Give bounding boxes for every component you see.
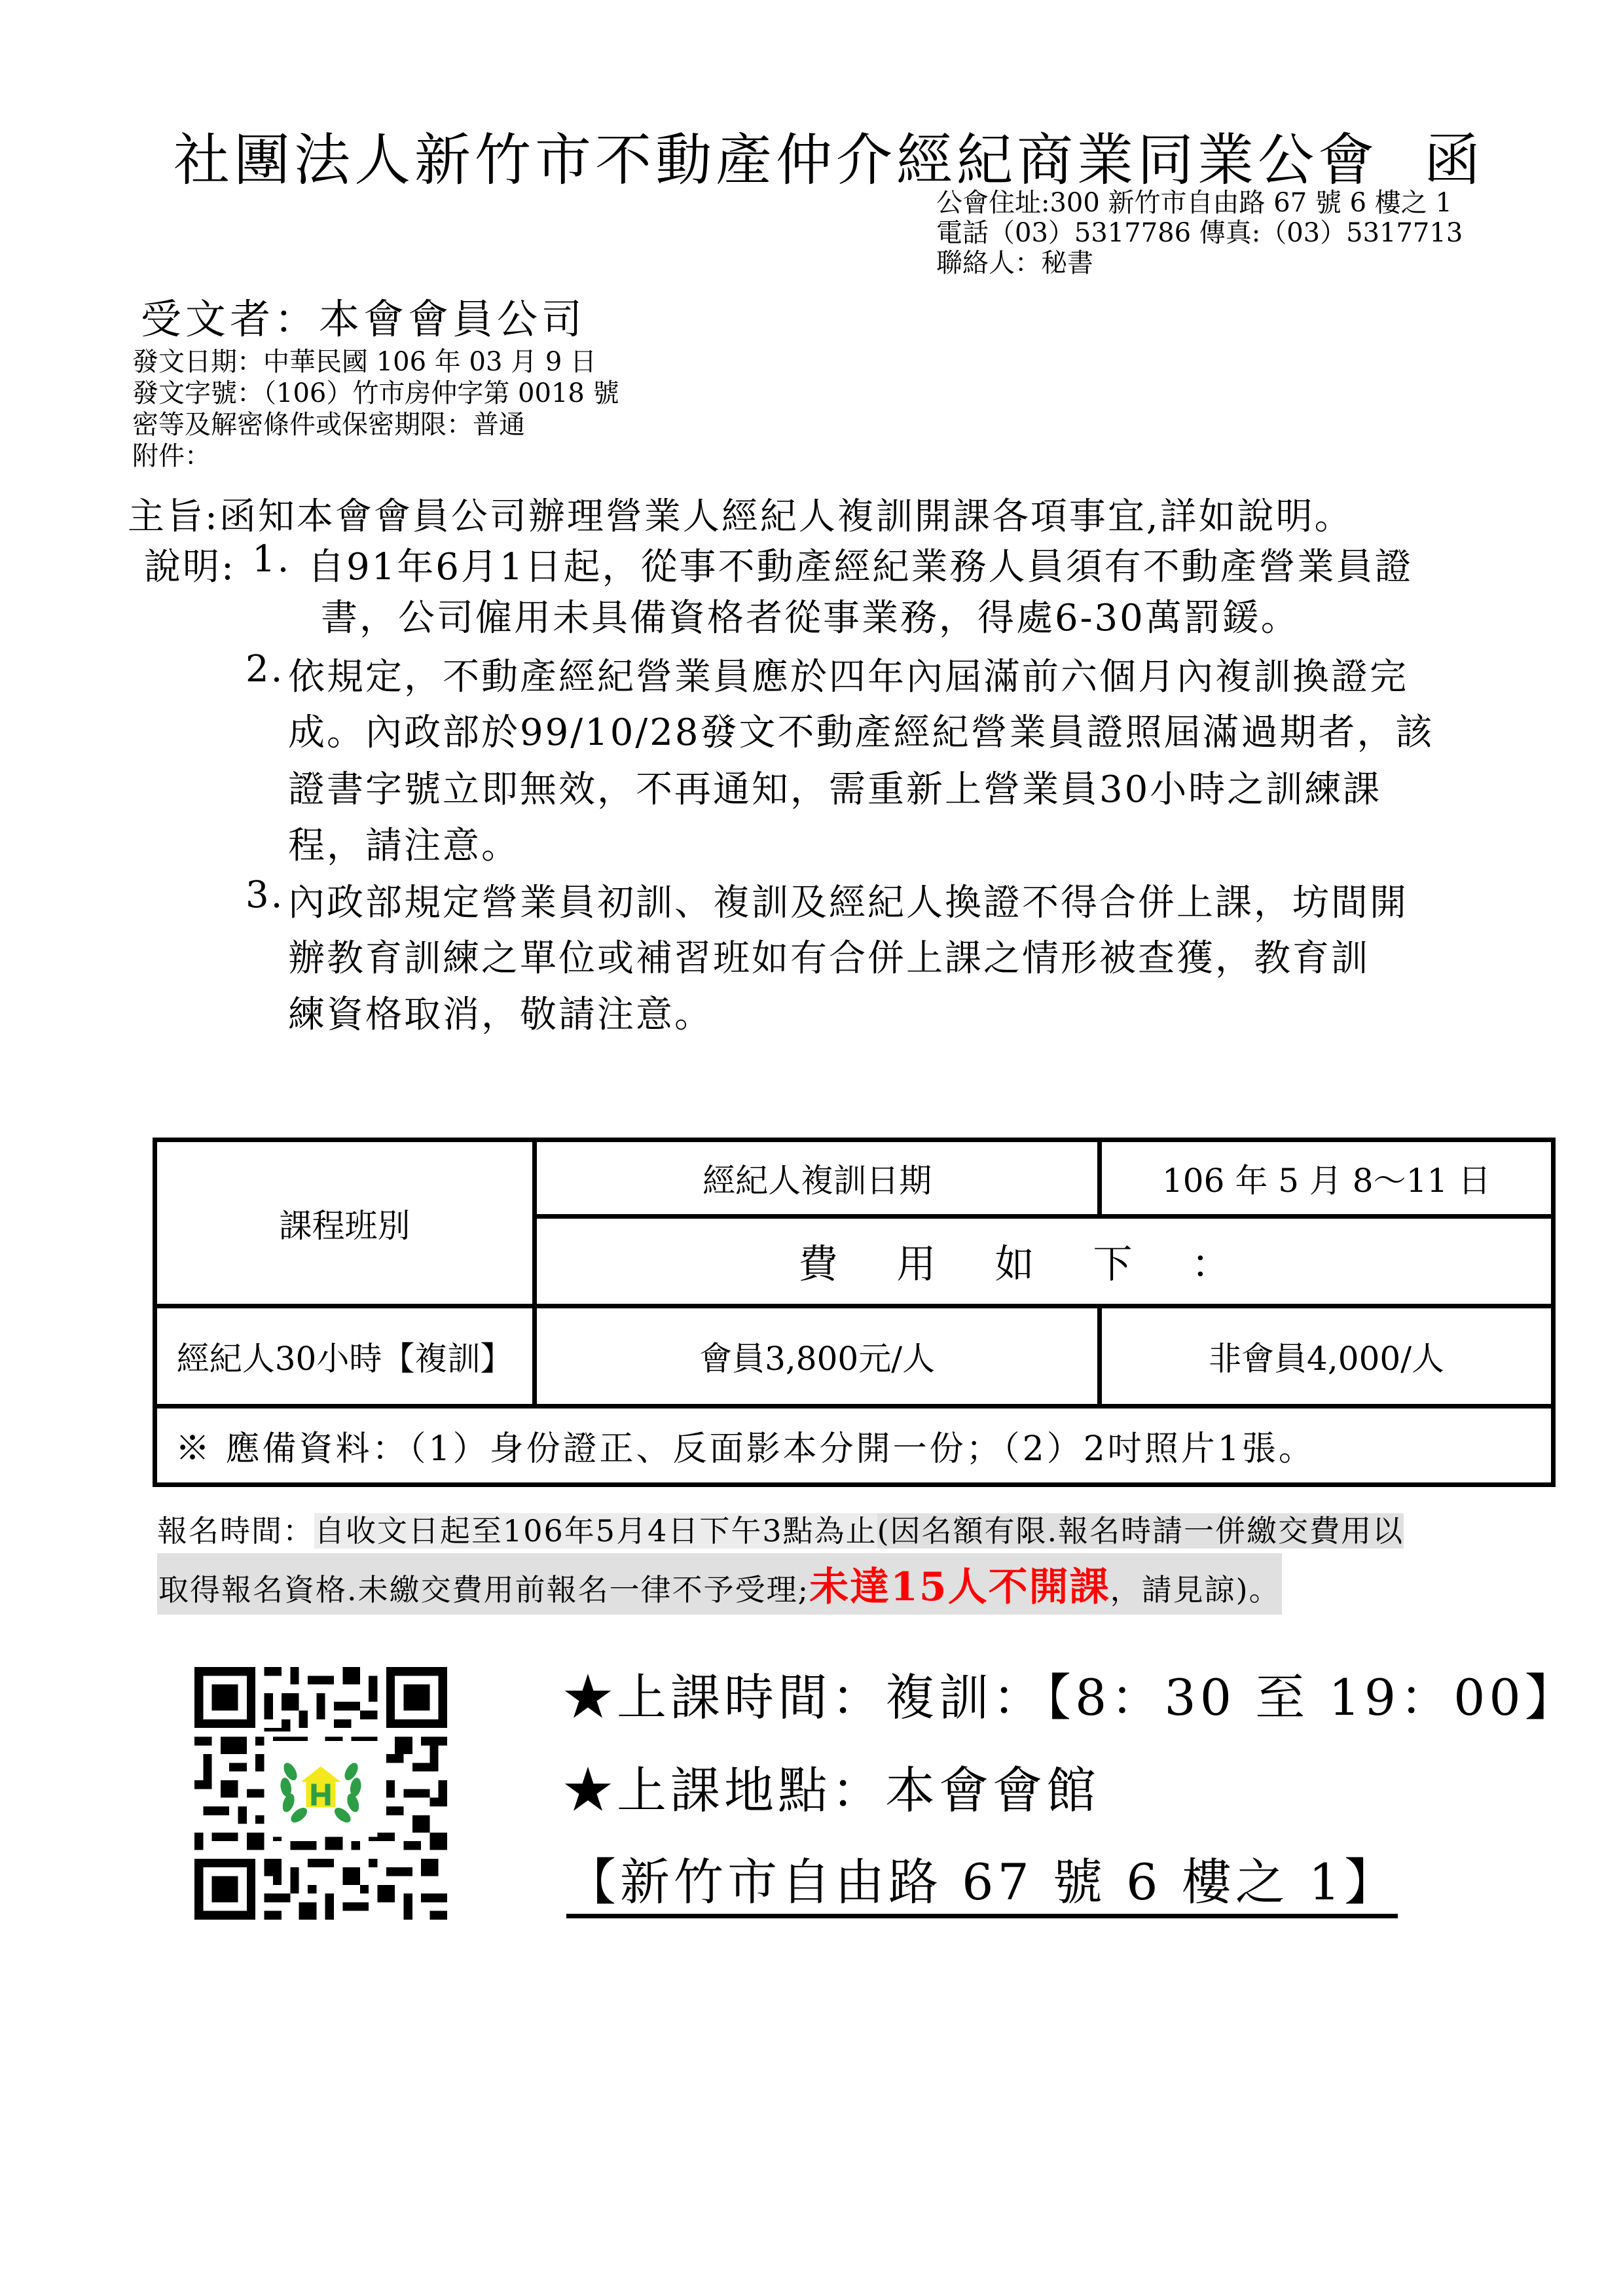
document-title — [173, 115, 1484, 196]
class-header: 課程班別 — [279, 1206, 410, 1245]
date-label: 經紀人複訓日期 — [702, 1162, 932, 1200]
nonmember-fee-cell — [1100, 1306, 1554, 1407]
doc-number: 發文字號：（106）竹市房仲字第 0018 號 — [132, 378, 619, 408]
recipient: 受文者：本會會員公司 — [141, 295, 587, 343]
class-name-cell — [155, 1306, 535, 1407]
required-docs-cell — [155, 1407, 1554, 1485]
class-header-cell — [155, 1140, 535, 1306]
registration-line-1 — [157, 1507, 1404, 1551]
registration-period: 自收文日起至106年5月4日下午3點為止 — [314, 1513, 877, 1549]
doc-type: 函 — [1424, 128, 1484, 193]
fee-header: 費用如下： — [798, 1242, 1290, 1287]
registration-label: 報名時間： — [157, 1513, 314, 1549]
registration-note-end: ，請見諒)。 — [1110, 1572, 1281, 1607]
qr-code-icon — [194, 1667, 447, 1920]
required-docs: ※ 應備資料：（1）身份證正、反面影本分開一份；（2）2吋照片1張。 — [175, 1429, 1315, 1469]
explanation-item-1-line-2: 書，公司僱用未具備資格者從事業務，得處6-30萬罰鍰。 — [321, 597, 1300, 639]
member-fee: 會員3,800元/人 — [699, 1340, 936, 1378]
qr-code[interactable] — [194, 1667, 447, 1920]
date-value-cell — [1100, 1140, 1554, 1217]
explanation-label: 說明: — [144, 546, 236, 588]
explanation-item-2-num: 2. — [246, 648, 285, 691]
explanation-item-3-line-2: 辦教育訓練之單位或補習班如有合併上課之情形被查獲，教育訓 — [288, 937, 1370, 980]
org-name: 社團法人新竹市不動產仲介經紀商業同業公會 — [173, 128, 1378, 193]
class-time: ★上課時間：複訓：【8：30 至 19：00】 — [563, 1668, 1578, 1727]
class-location: ★上課地點：本會會館 — [563, 1761, 1100, 1820]
classification: 密等及解密條件或保密期限：普通 — [132, 410, 525, 440]
class-name: 經紀人30小時【複訓】 — [176, 1340, 513, 1378]
issue-date: 發文日期：中華民國 106 年 03 月 9 日 — [132, 347, 596, 377]
explanation-item-2-line-4: 程，請注意。 — [288, 825, 520, 867]
date-value: 106 年 5 月 8～11 日 — [1161, 1162, 1491, 1200]
member-fee-cell — [535, 1306, 1100, 1407]
org-contact: 聯絡人：秘書 — [936, 248, 1093, 278]
class-address-text: 【新竹市自由路 67 號 6 樓之 1】 — [566, 1853, 1398, 1918]
registration-note-1: (因名額有限.報名時請一併繳交費用以 — [877, 1513, 1404, 1549]
class-address — [566, 1842, 1398, 1914]
explanation-item-1-num: 1. — [252, 538, 291, 581]
registration-note-2: 取得報名資格.未繳交費用前報名一律不予受理; — [158, 1572, 810, 1607]
attachment: 附件： — [132, 441, 211, 471]
explanation-item-1-line-1: 自91年6月1日起，從事不動產經紀業務人員須有不動產營業員證 — [308, 546, 1413, 588]
explanation-item-3-line-3: 練資格取消，敬請注意。 — [288, 994, 713, 1036]
minimum-enrollment-warning: 未達15人不開課 — [809, 1564, 1110, 1610]
org-phone-fax: 電話（03）5317786 傳真:（03）5317713 — [936, 218, 1463, 248]
explanation-item-3-num: 3. — [246, 874, 285, 916]
date-label-cell — [535, 1140, 1100, 1217]
explanation-item-2-line-3: 證書字號立即無效，不再通知，需重新上營業員30小時之訓練課 — [288, 768, 1382, 811]
subject: 主旨:函知本會會員公司辦理營業人經紀人複訓開課各項事宜,詳如說明。 — [128, 495, 1353, 538]
registration-line-2 — [157, 1553, 1282, 1615]
explanation-item-3-line-1: 內政部規定營業員初訓、複訓及經紀人換證不得合併上課，坊間開 — [288, 882, 1408, 924]
nonmember-fee: 非會員4,000/人 — [1209, 1340, 1445, 1378]
fee-header-cell — [535, 1217, 1554, 1306]
explanation-item-2-line-2: 成。內政部於99/10/28發文不動產經紀營業員證照屆滿過期者，該 — [288, 711, 1434, 754]
org-address: 公會住址:300 新竹市自由路 67 號 6 樓之 1 — [936, 188, 1452, 218]
course-table — [153, 1138, 1556, 1487]
explanation-item-2-line-1: 依規定，不動產經紀營業員應於四年內屆滿前六個月內複訓換證完 — [288, 656, 1408, 698]
